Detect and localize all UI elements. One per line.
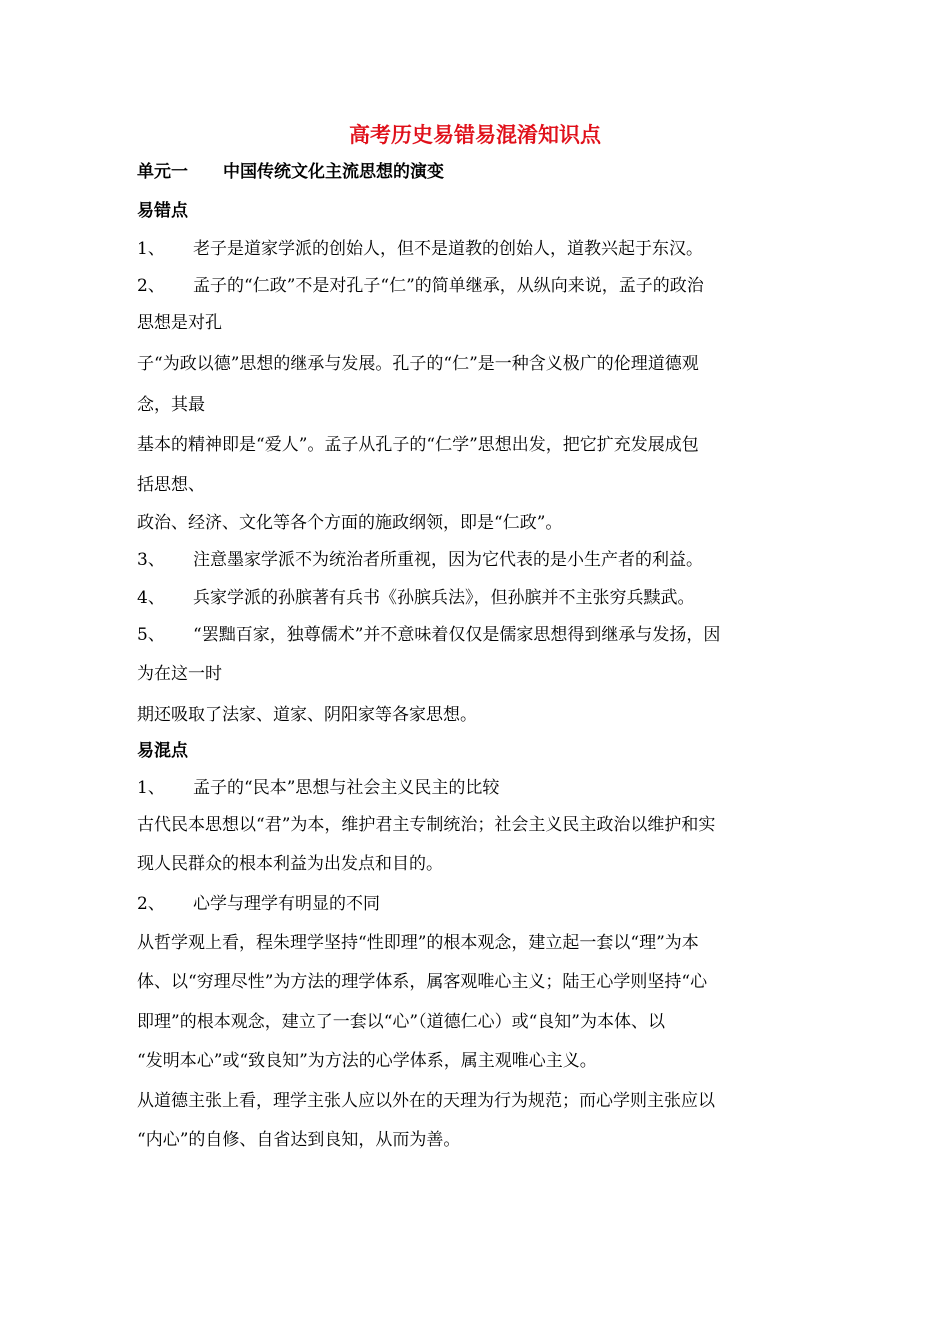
paragraph-line: 从道德主张上看，理学主张人应以外在的天理为行为规范；而心学则主张应以 [137, 1091, 715, 1111]
item-number: 5、 [137, 625, 165, 645]
paragraph-line: 思想是对孔 [137, 313, 222, 333]
paragraph-line: 括思想、 [137, 475, 205, 495]
item-number: 3、 [137, 550, 165, 570]
paragraph-line: “发明本心”或“致良知”为方法的心学体系，属主观唯心主义。 [137, 1051, 597, 1071]
paragraph-line: 基本的精神即是“爱人”。孟子从孔子的“仁学”思想出发，把它扩充发展成包 [137, 435, 699, 455]
paragraph-line: “内心”的自修、自省达到良知，从而为善。 [137, 1130, 461, 1150]
error-item-5 [137, 622, 817, 648]
item-text: 兵家学派的孙膑著有兵书《孙膑兵法》，但孙膑并不主张穷兵黩武。 [193, 588, 695, 608]
paragraph-line: 念，其最 [137, 395, 205, 415]
paragraph-line: 从哲学观上看，程朱理学坚持“性即理”的根本观念，建立起一套以“理”为本 [137, 933, 699, 953]
paragraph-line: 政治、经济、文化等各个方面的施政纲领，即是“仁政”。 [137, 513, 563, 533]
unit-heading [137, 159, 817, 185]
error-item-1 [137, 236, 817, 262]
error-item-3 [137, 547, 817, 573]
confusion-item-2 [137, 891, 817, 917]
paragraph-line: 现人民群众的根本利益为出发点和目的。 [137, 854, 443, 874]
unit-label: 单元一 [137, 162, 188, 182]
item-number: 1、 [137, 239, 165, 259]
item-text: 孟子的“仁政”不是对孔子“仁”的简单继承，从纵向来说，孟子的政治 [193, 276, 704, 296]
confusion-heading: 易混点 [137, 741, 188, 761]
error-item-4 [137, 585, 817, 611]
item-number: 1、 [137, 778, 165, 798]
item-text: 孟子的“民本”思想与社会主义民主的比较 [193, 778, 500, 798]
item-text: 心学与理学有明显的不同 [193, 894, 380, 914]
unit-title: 中国传统文化主流思想的演变 [223, 162, 444, 182]
item-text: “罢黜百家，独尊儒术”并不意味着仅仅是儒家思想得到继承与发扬，因 [193, 625, 721, 645]
item-number: 2、 [137, 276, 165, 296]
item-text: 注意墨家学派不为统治者所重视，因为它代表的是小生产者的利益。 [193, 550, 703, 570]
paragraph-line: 即理”的根本观念，建立了一套以“心”（道德仁心）或“良知”为本体、以 [137, 1012, 665, 1032]
paragraph-line: 期还吸取了法家、道家、阴阳家等各家思想。 [137, 705, 477, 725]
errors-heading: 易错点 [137, 201, 188, 221]
item-text: 老子是道家学派的创始人，但不是道教的创始人，道教兴起于东汉。 [193, 239, 703, 259]
paragraph-line: 古代民本思想以“君”为本，维护君主专制统治；社会主义民主政治以维护和实 [137, 815, 716, 835]
item-number: 2、 [137, 894, 165, 914]
paragraph-line: 体、以“穷理尽性”为方法的理学体系，属客观唯心主义；陆王心学则坚持“心 [137, 972, 708, 992]
paragraph-line: 为在这一时 [137, 664, 222, 684]
paragraph-line: 子“为政以德”思想的继承与发展。孔子的“仁”是一种含义极广的伦理道德观 [137, 354, 699, 374]
document-title: 高考历史易错易混淆知识点 [349, 123, 601, 147]
error-item-2 [137, 273, 817, 299]
confusion-item-1 [137, 775, 817, 801]
item-number: 4、 [137, 588, 165, 608]
